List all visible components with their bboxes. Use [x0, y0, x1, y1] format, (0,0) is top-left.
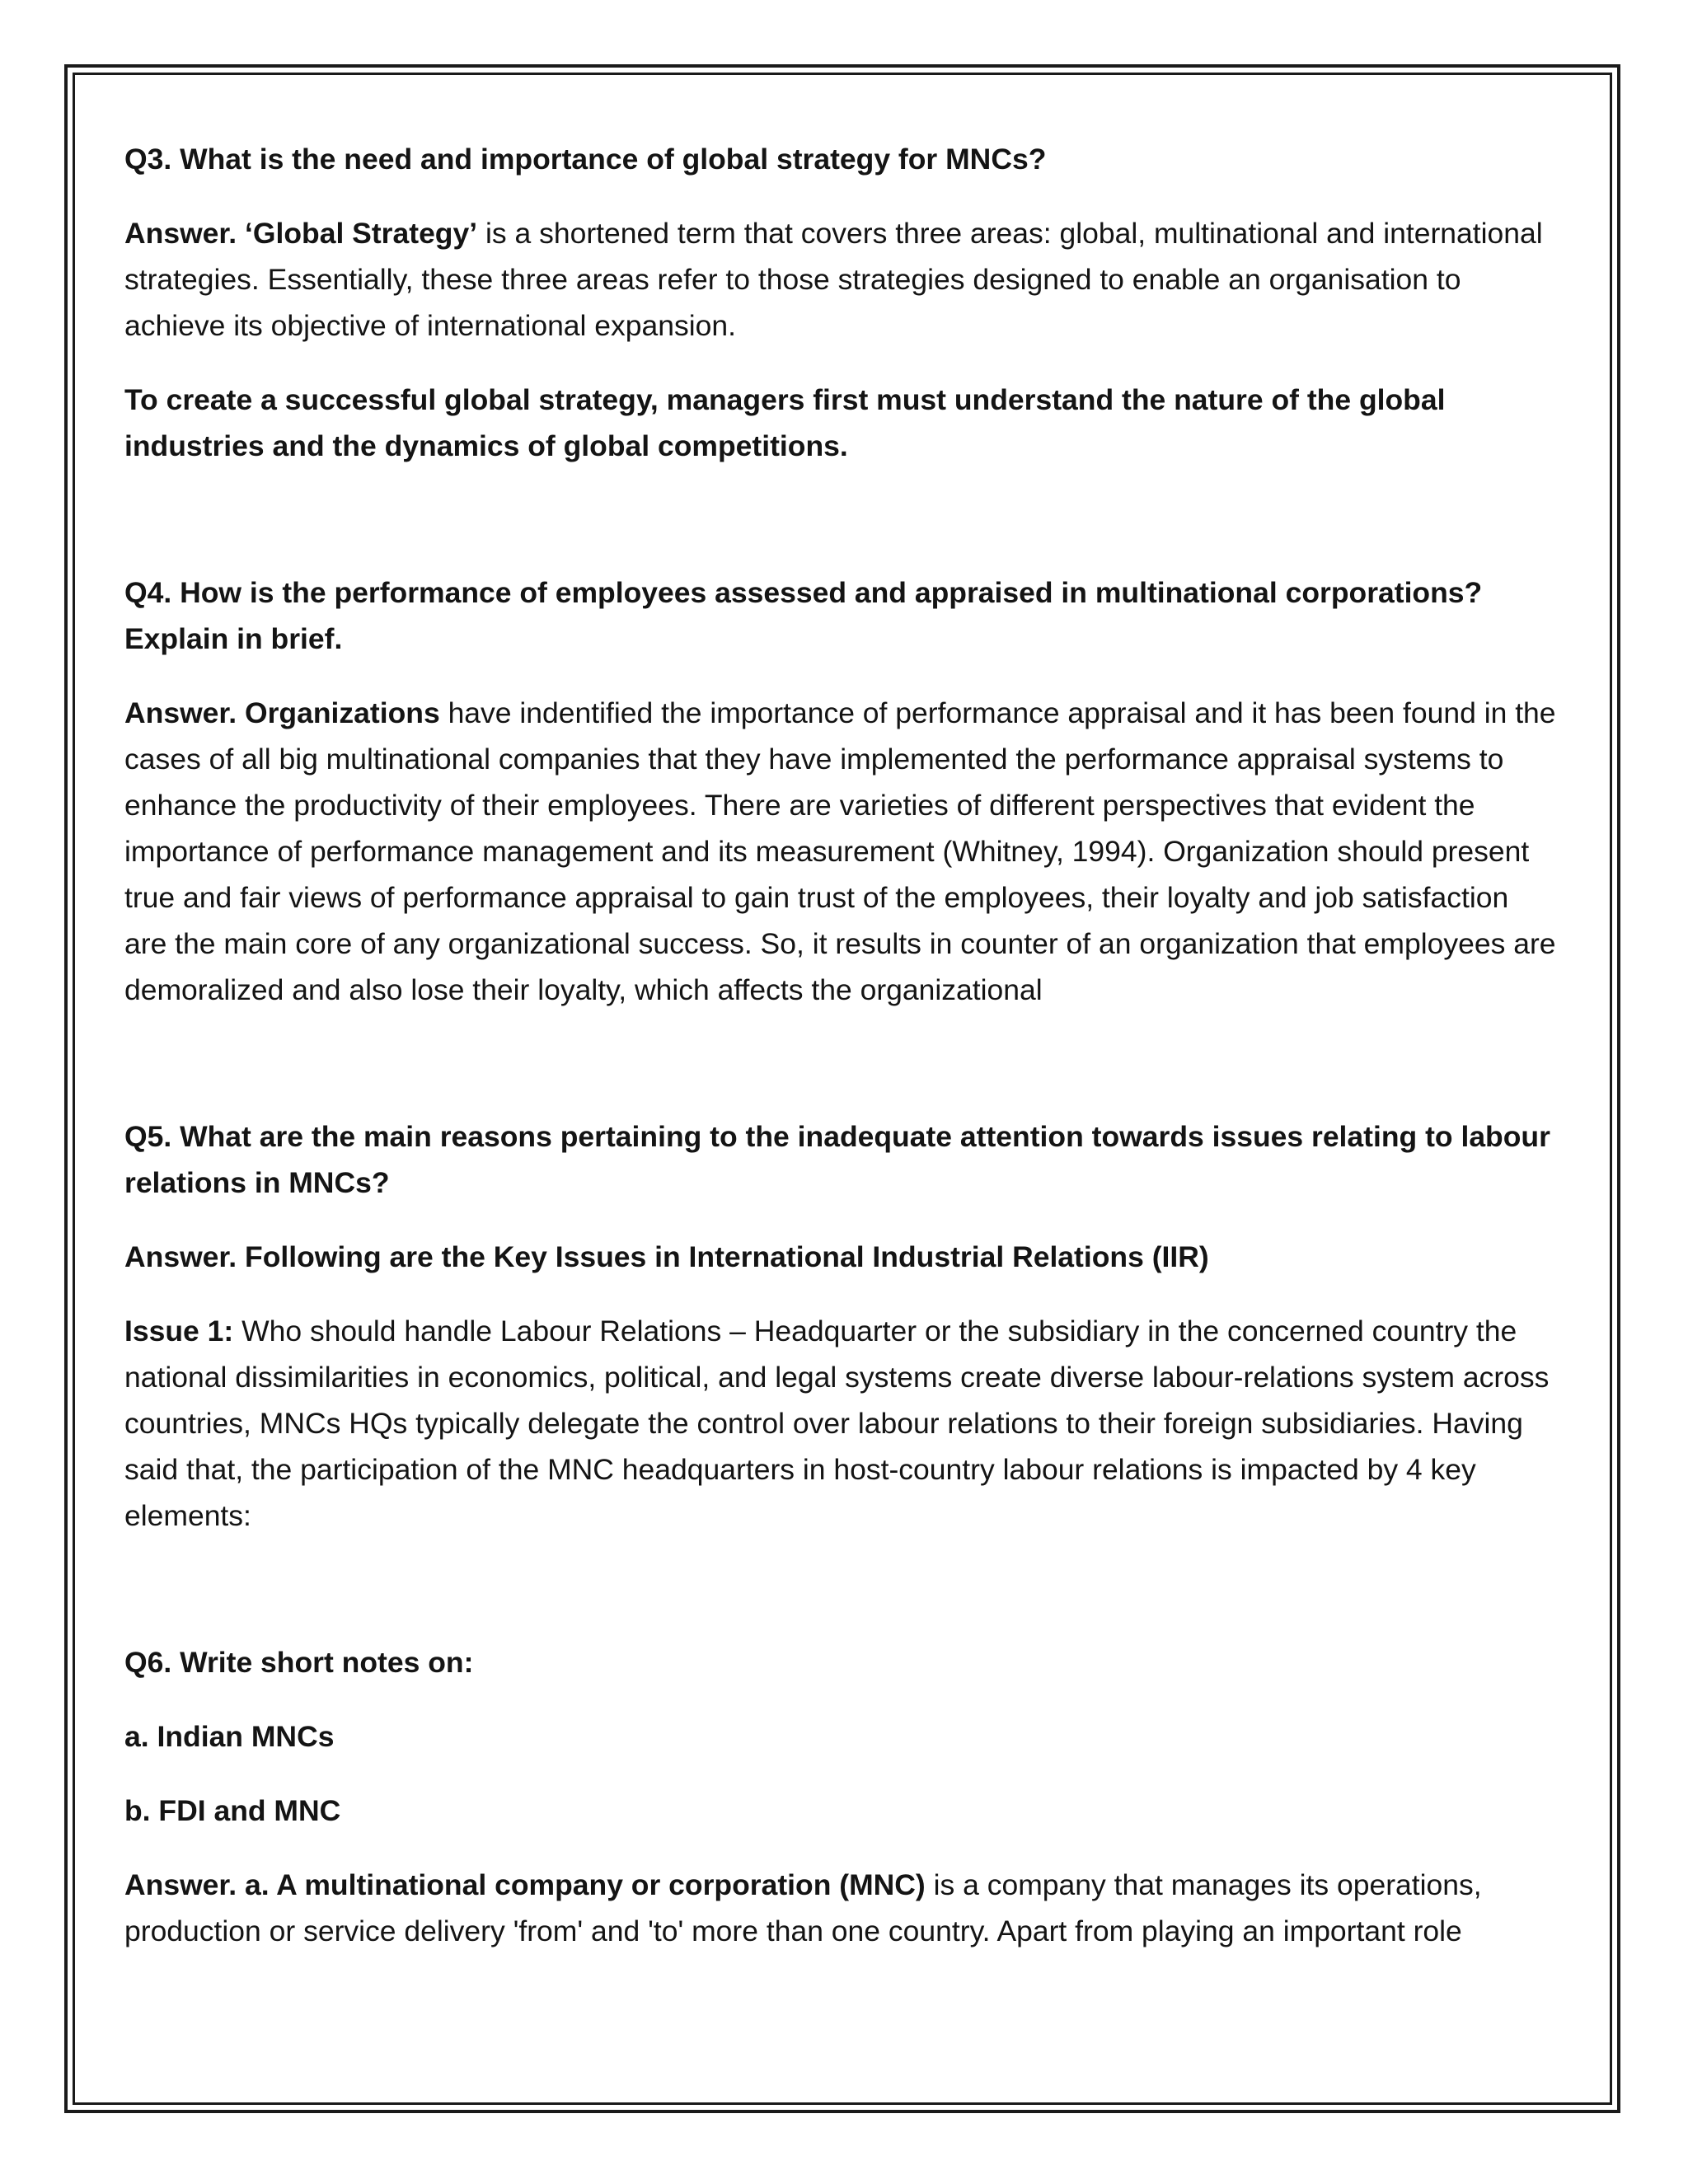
q4-answer-label: Answer. Organizations [124, 696, 440, 729]
q4-section [124, 569, 1559, 1013]
q6-answer-label: Answer. a. A multinational company or corporation (MNC) [124, 1868, 926, 1901]
q3-answer [124, 210, 1559, 349]
q6-item-b: b. FDI and MNC [124, 1794, 341, 1827]
q6-answer [124, 1862, 1559, 1954]
q6-answer-text: is a company that manages its operations, production or service delivery 'from' and 'to' more than one country. Apart from playing an important role [124, 1868, 1482, 1947]
document-body [124, 136, 1559, 1954]
q6-section [124, 1639, 1559, 1954]
q3-answer-label: Answer. ‘Global Strategy’ [124, 217, 478, 250]
q5-answer-heading: Answer. Following are the Key Issues in International Industrial Relations (IIR) [124, 1240, 1209, 1273]
q3-section [124, 136, 1559, 469]
q5-issue-text: Who should handle Labour Relations – Headquarter or the subsidiary in the concerned country the national dissimilarities in economics, political, and legal systems create diverse labour-relations system across countries, MNCs HQs typically delegate the control over labour relations to their foreign subsidiaries. Having said that, the participation of the MNC headquarters in host-country labour relations is impacted by 4 key elements: [124, 1315, 1550, 1532]
q4-question: Q4. How is the performance of employees assessed and appraised in multinational corporations? Explain in brief. [124, 576, 1483, 655]
q6-item-a: a. Indian MNCs [124, 1720, 335, 1753]
q5-question: Q5. What are the main reasons pertaining to the inadequate attention towards issues relating to labour relations in MNCs? [124, 1120, 1550, 1199]
q5-issue-1 [124, 1308, 1559, 1539]
q5-section [124, 1113, 1559, 1539]
q3-bold-paragraph: To create a successful global strategy, managers first must understand the nature of the global industries and the dynamics of global competitions. [124, 383, 1446, 462]
q5-issue-label: Issue 1: [124, 1315, 234, 1347]
q3-answer-text: is a shortened term that covers three areas: global, multinational and international strategies. Essentially, these three areas refer to those strategies designed to enable an organisation to achieve its objective of international expansion. [124, 217, 1543, 342]
q4-answer [124, 690, 1559, 1013]
q6-question: Q6. Write short notes on: [124, 1646, 474, 1679]
q3-question: Q3. What is the need and importance of global strategy for MNCs? [124, 143, 1047, 176]
q4-answer-text: have indentified the importance of performance appraisal and it has been found in the cases of all big multinational companies that they have implemented the performance appraisal systems to enhance the productivity of their employees. There are varieties of different perspectives that evident the importance of performance management and its measurement (Whitney, 1994). Organization should present true and fair views of performance appraisal to gain trust of the employees, their loyalty and job satisfaction are the main core of any organizational success. So, it results in counter of an organization that employees are demoralized and also lose their loyalty, which affects the organizational [124, 696, 1556, 1006]
